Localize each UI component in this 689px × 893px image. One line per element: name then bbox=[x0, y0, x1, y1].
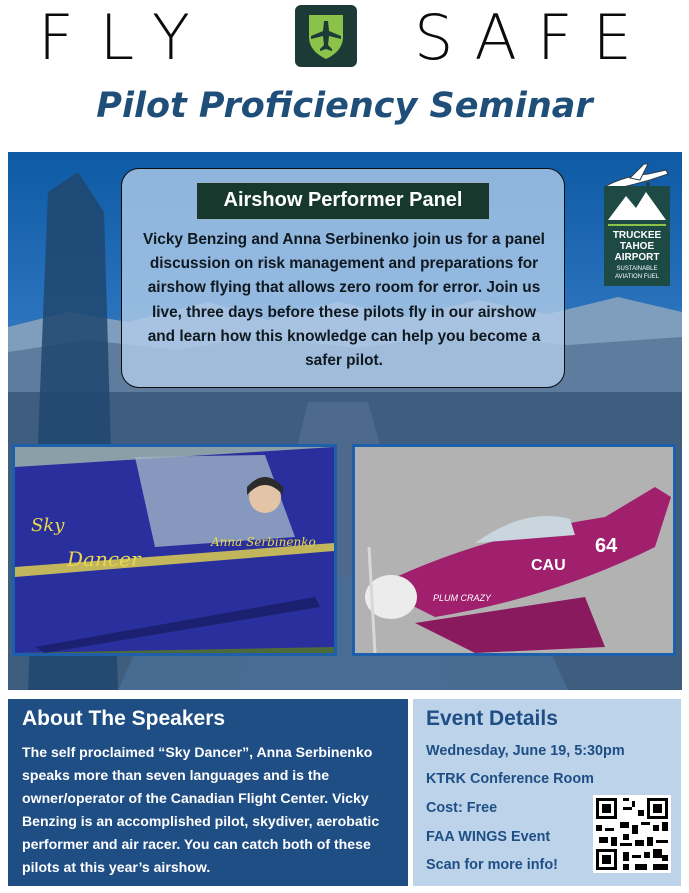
airplane-shield-icon bbox=[295, 5, 357, 67]
event-cost: Cost: Free bbox=[426, 800, 498, 816]
panel-description: Vicky Benzing and Anna Serbinenko join us for a panel discussion on risk management and preparations for airshow flying that allows zero room for error. Join us live, three days before these pilots fly in our airshow and learn how this knowledge can help you become a safer pilot. bbox=[143, 231, 545, 370]
event-details-section bbox=[413, 699, 681, 886]
photo-sky-dancer bbox=[12, 444, 337, 656]
plane-text-64: 64 bbox=[595, 535, 618, 557]
logo-tag-fuel: AVIATION FUEL bbox=[614, 274, 660, 280]
logo-line-airport: AIRPORT bbox=[614, 252, 660, 263]
event-date: Wednesday, June 19, 5:30pm bbox=[426, 743, 625, 759]
title-safe: SAFE bbox=[414, 1, 652, 74]
logo-tag-sustainable: SUSTAINABLE bbox=[616, 266, 658, 272]
page-subtitle: Pilot Proficiency Seminar bbox=[96, 86, 593, 126]
qr-code-icon[interactable] bbox=[593, 795, 671, 873]
event-location: KTRK Conference Room bbox=[426, 771, 594, 787]
about-body: The self proclaimed “Sky Dancer”, Anna Serbinenko speaks more than seven languages and is the owner/operator of the Canadian Flight Center. Vicky Benzing is an accomplished pilot, skydiver, aerobatic performer and air racer. You can catch both of these pilots at this year’s airshow. bbox=[22, 744, 380, 875]
plane-text-plum-crazy: PLUM CRAZY bbox=[433, 593, 492, 603]
plane-text-cau: CAU bbox=[531, 557, 566, 574]
event-heading: Event Details bbox=[426, 707, 558, 730]
plane-text-dancer: Dancer bbox=[67, 547, 141, 571]
title-fly: FLY bbox=[38, 1, 216, 74]
header bbox=[0, 0, 689, 78]
logo-line-tahoe: TAHOE bbox=[619, 241, 655, 252]
event-wings: FAA WINGS Event bbox=[426, 829, 551, 845]
event-scan: Scan for more info! bbox=[426, 857, 558, 873]
photo-plum-crazy bbox=[352, 444, 676, 656]
plane-text-sky: Sky bbox=[31, 515, 65, 536]
about-speakers-section bbox=[8, 699, 408, 886]
plane-text-name: Anna Serbinenko bbox=[211, 535, 316, 549]
panel-title: Airshow Performer Panel bbox=[196, 182, 490, 220]
about-heading: About The Speakers bbox=[22, 707, 226, 730]
logo-line-truckee: TRUCKEE bbox=[612, 230, 662, 241]
